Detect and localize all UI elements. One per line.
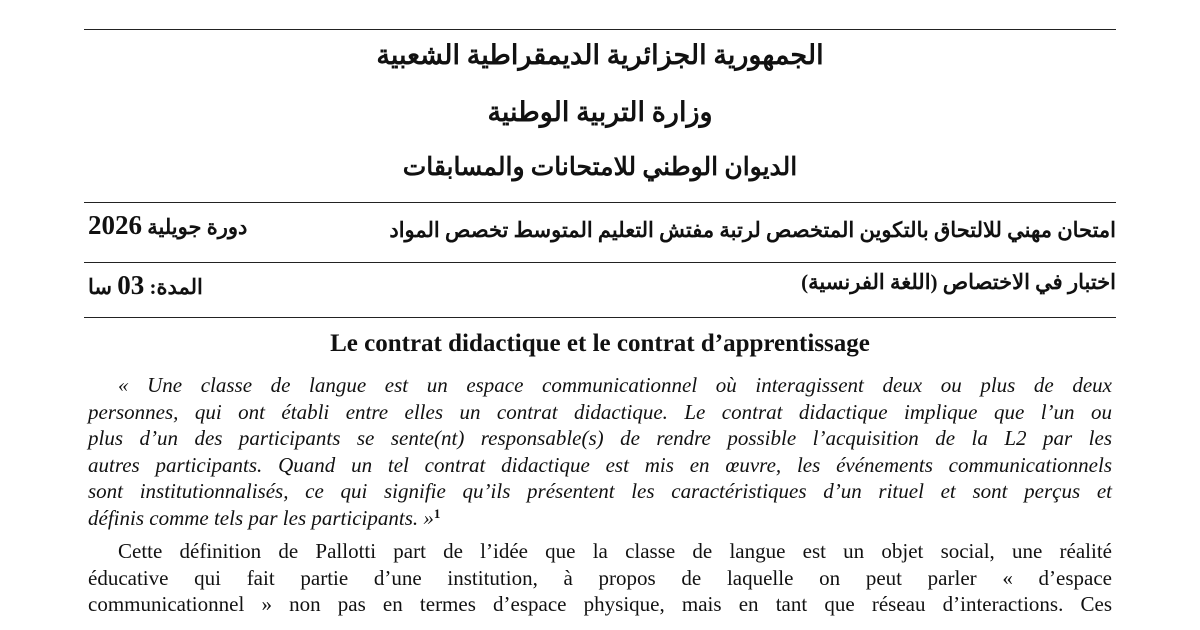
quote-line: personnes, qui ont établi entre elles un contrat didactique. Le contrat didactique implique que l’un ou [88, 399, 1112, 424]
body-line: éducative qui fait partie d’une institution, à propos de laquelle on peut parler « d’espace [88, 565, 1112, 590]
session-label: دورة جويلية [147, 215, 248, 239]
office-heading: الديوان الوطني للامتحانات والمسابقات [402, 154, 798, 181]
subject-rule [84, 317, 1116, 318]
quote-line: sont institutionnalisés, ce qui signifie qu’ils présentent les caractéristiques d’un rituel et sont perçus et [88, 479, 1112, 504]
quote-paragraph [88, 372, 1112, 532]
duration-label: المدة: [149, 275, 203, 299]
republic-heading: الجمهورية الجزائرية الديمقراطية الشعبية [376, 40, 824, 70]
footnote-marker: 1 [433, 505, 441, 521]
ministry-heading: وزارة التربية الوطنية [487, 97, 713, 127]
body-paragraph [88, 538, 1112, 618]
duration-unit: سا [88, 275, 112, 299]
document-title: Le contrat didactique et le contrat d’apprentissage [330, 330, 870, 357]
quote-line: définis comme tels par les participants. » [88, 505, 434, 530]
exam-rule [84, 262, 1116, 263]
quote-line: plus d’un des participants se sente(nt) responsable(s) de rendre possible l’acquisition de la L2 par les [88, 426, 1112, 451]
body-line: Cette définition de Pallotti part de l’idée que la classe de langue est un objet social, une réalité [118, 539, 1112, 563]
header-rule [84, 202, 1116, 203]
exam-session [88, 210, 247, 241]
exam-title: امتحان مهني للالتحاق بالتكوين المتخصص لرتبة مفتش التعليم المتوسط تخصص المواد [389, 218, 1116, 242]
body-line: communicationnel » non pas en termes d’espace physique, mais en tant que réseau d’interactions. Ces [88, 592, 1112, 617]
top-rule [84, 29, 1116, 30]
exam-subject: اختبار في الاختصاص (اللغة الفرنسية) [801, 270, 1116, 294]
duration-value: 03 [117, 270, 145, 300]
quote-line: autres participants. Quand un tel contrat didactique est mis en œuvre, les événements communicationnels [88, 452, 1112, 477]
session-year: 2026 [88, 210, 142, 240]
quote-line: « Une classe de langue est un espace communicationnel où interagissent deux ou plus de deux [118, 373, 1112, 397]
quote-last-line [88, 505, 1112, 532]
exam-duration [88, 270, 203, 301]
